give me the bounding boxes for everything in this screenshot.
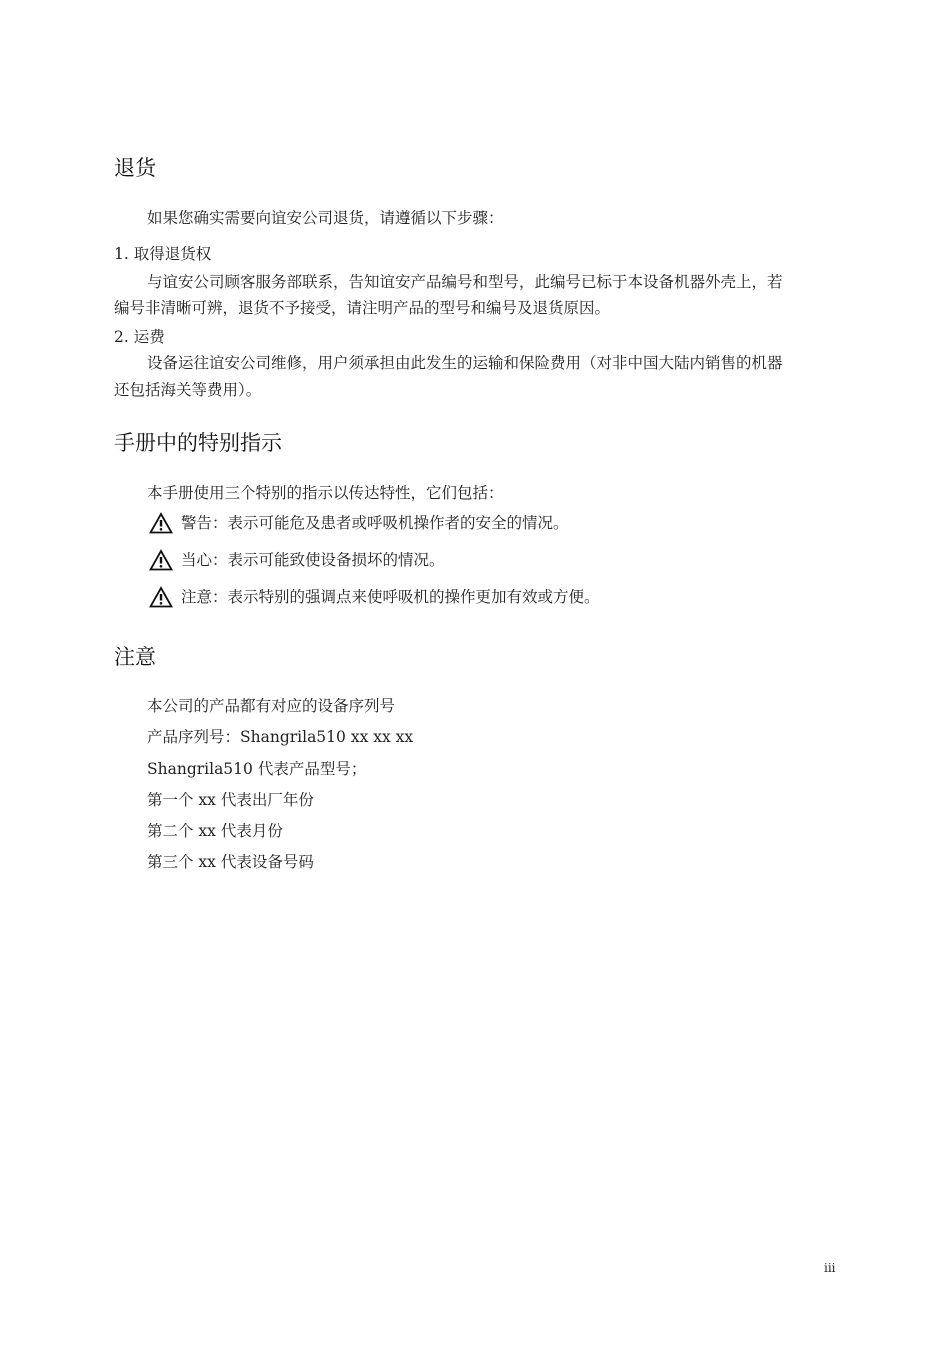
section-heading-special: 手册中的特别指示 [114,431,282,455]
returns-step1-label: 1. 取得退货权 [114,245,212,263]
special-item-caution [149,549,445,571]
warning-triangle-icon [149,512,173,534]
section-heading-returns: 退货 [114,156,156,180]
warning-triangle-icon [149,586,173,608]
returns-step2-label: 2. 运费 [114,328,165,346]
notice-line: 产品序列号：Shangrila510 xx xx xx [147,728,414,746]
returns-step1-text-2: 编号非清晰可辨，退货不予接受，请注明产品的型号和编号及退货原因。 [114,299,611,317]
special-item-text: 当心：表示可能致使设备损坏的情况。 [181,551,445,569]
special-item-text: 警告：表示可能危及患者或呼吸机操作者的安全的情况。 [181,514,569,532]
special-item-warning [149,512,569,534]
page-number: iii [824,1261,836,1275]
returns-intro: 如果您确实需要向谊安公司退货，请遵循以下步骤： [147,209,504,227]
returns-step1-text-1: 与谊安公司顾客服务部联系，告知谊安产品编号和型号，此编号已标于本设备机器外壳上，若 [147,273,783,291]
returns-step2-text-1: 设备运往谊安公司维修，用户须承担由此发生的运输和保险费用（对非中国大陆内销售的机器 [147,354,783,372]
notice-line: 第一个 xx 代表出厂年份 [147,791,314,809]
notice-line: Shangrila510 代表产品型号； [147,760,367,778]
warning-triangle-icon [149,549,173,571]
special-item-note [149,586,600,608]
special-item-text: 注意：表示特别的强调点来使呼吸机的操作更加有效或方便。 [181,588,600,606]
special-intro: 本手册使用三个特别的指示以传达特性，它们包括： [147,484,504,502]
notice-line: 第二个 xx 代表月份 [147,822,283,840]
section-heading-notice: 注意 [114,645,156,669]
notice-line: 第三个 xx 代表设备号码 [147,853,314,871]
returns-step2-text-2: 还包括海关等费用）。 [114,381,262,399]
notice-line: 本公司的产品都有对应的设备序列号 [147,697,396,715]
